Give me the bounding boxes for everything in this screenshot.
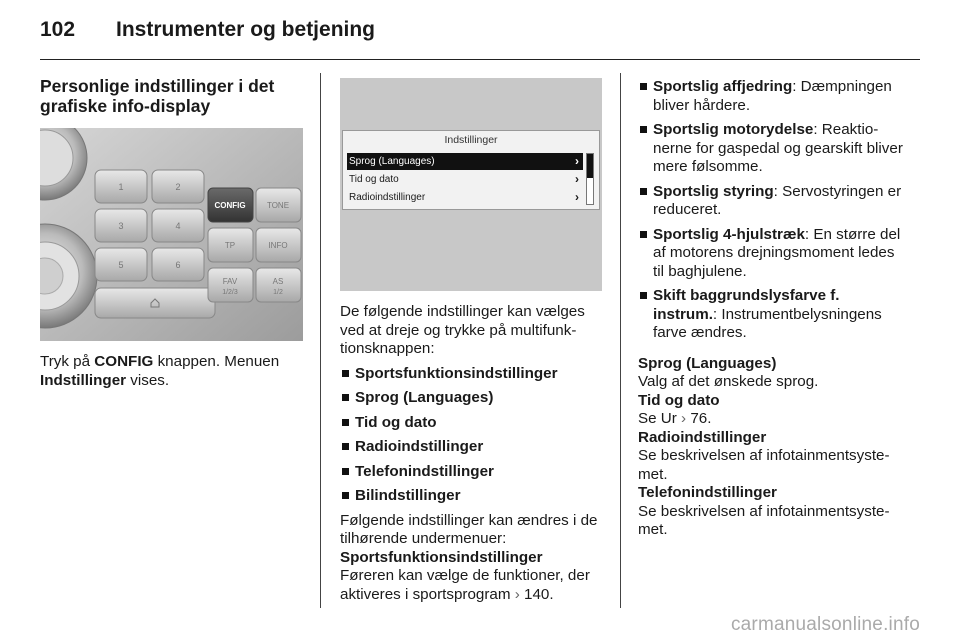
bullet-icon [342,419,349,426]
column-2 [340,303,608,604]
bullet-icon [342,468,349,475]
chapter-title: Instrumenter og betjening [116,18,376,41]
list-item: Bilindstillinger [340,487,608,506]
config-instruction [40,353,305,390]
list-item: Sprog (Languages) [340,389,608,408]
info-display-screen [342,130,600,210]
display-row-label: Tid og dato [349,174,399,185]
display-row [347,189,583,206]
config-term: CONFIG [94,353,154,370]
control-panel-photo [40,128,303,341]
key-label: 1 [118,182,124,192]
page-reference-icon: › [681,410,687,427]
display-scrollbar [586,153,594,205]
key-label: 2 [175,182,181,192]
bullet-icon [640,188,647,195]
column-divider [320,73,321,608]
display-row [347,171,583,188]
instruction-text: vises. [126,371,170,389]
list-item: Sportslig 4-hjulstræk: En større del af motorens drejningsmoment ledes til baghjulene. [638,226,906,282]
header-divider [40,59,920,60]
display-row-selected [347,153,583,170]
bullet-icon [640,231,647,238]
info-key-label: INFO [268,241,288,250]
subsection-text: Se beskrivelsen af infotainmentsystemet. [638,447,890,483]
display-row-label: Sprog (Languages) [349,156,435,167]
fav-key-sublabel: 1/2/3 [222,289,238,296]
instruction-text: knappen. Menuen [153,353,280,370]
list-item: Radioindstillinger [340,438,608,457]
settings-display-photo [340,78,602,291]
key-label: 6 [175,260,181,270]
chevron-right-icon: › [575,154,579,168]
subsection-text: Se beskrivelsen af infotainmentsystemet. [638,502,890,538]
list-item: Telefonindstillinger [340,463,608,482]
scrollbar-thumb [587,154,593,178]
column-divider [620,73,621,608]
control-panel-illustration [40,128,303,341]
bullet-icon [640,292,647,299]
bullet-icon [342,492,349,499]
instruction-text: Tryk på [40,353,95,370]
subsection-text: Valg af det ønskede sprog. [638,373,819,390]
chevron-right-icon: › [575,172,579,186]
subsection-title: Radioindstillinger [638,428,767,446]
page-reference-icon: › [514,585,520,603]
subsection-text: Se Ur › 76. [638,410,712,427]
bullet-icon [342,370,349,377]
key-label: 5 [118,260,124,270]
intro-text: De følgende indstillinger kan vælges ved at dreje og trykke på multifunktionsknappen: [340,303,585,357]
list-item: Skift baggrundslysfarve f. instrum.: Instrumentbelysningens farve ændres. [638,287,906,343]
fav-key-label: FAV [222,277,238,286]
key-label: 4 [175,221,181,231]
subsection-title: Telefonindstillinger [638,484,777,501]
chevron-right-icon: › [575,190,579,204]
as-key-sublabel: 1/2 [273,289,283,296]
subsection-title: Tid og dato [638,391,720,409]
bullet-icon [640,83,647,90]
tp-key-label: TP [224,241,236,250]
bullet-icon [640,126,647,133]
subsection-title: Sportsfunktionsindstillinger [340,548,543,566]
column-1 [40,76,305,116]
column-3 [638,78,906,540]
subsection-text: Føreren kan vælge de funktioner, der aktiveres i sportsprogram › 140. [340,567,590,603]
key-label: 3 [118,221,124,231]
config-key-label: CONFIG [214,201,246,210]
list-item: Sportsfunktionsindstillinger [340,365,608,384]
watermark: carmanualsonline.info [730,614,920,635]
menu-term: Indstillinger [40,371,127,389]
tone-key-label: TONE [266,201,290,210]
display-row-label: Radioindstillinger [349,192,426,203]
list-item: Sportslig styring: Servostyringen er reduceret. [638,183,906,220]
display-title: Indstillinger [444,134,498,146]
as-key-label: AS [272,277,284,286]
list-item: Sportslig motorydelse: Reaktionerne for gaspedal og gearskift bliver mere følsomme. [638,121,906,177]
page-number: 102 [40,18,76,41]
list-item: Tid og dato [340,414,608,433]
list-item: Sportslig affjedring: Dæmpningen bliver hårdere. [638,78,906,115]
bullet-icon [342,394,349,401]
section-title: Personlige indstillinger i det grafiske info-display [40,76,275,116]
bullet-icon [342,443,349,450]
subsection-title: Sprog (Languages) [638,354,777,372]
submenu-text: Følgende indstillinger kan ændres i de tilhørende undermenuer: [340,511,598,547]
